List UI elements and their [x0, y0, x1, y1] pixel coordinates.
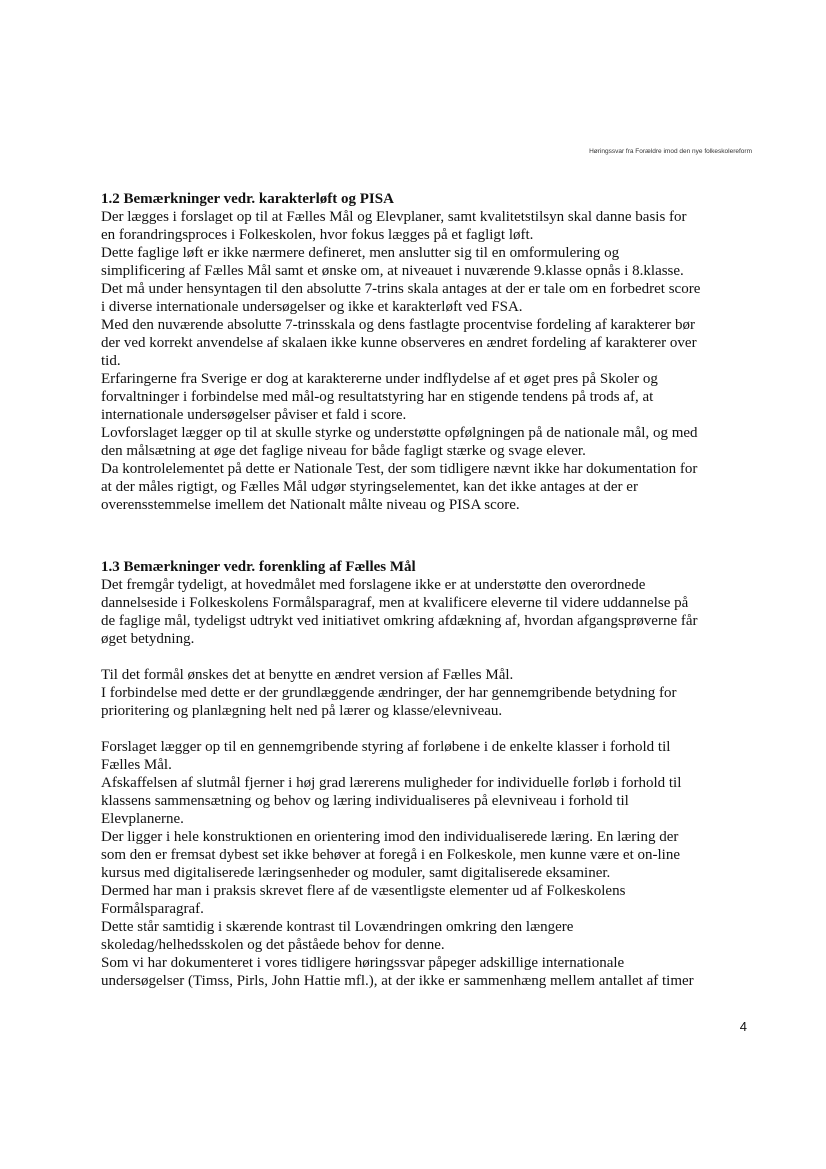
- text-line: Dette står samtidig i skærende kontrast til Lovændringen omkring den længere: [101, 919, 574, 935]
- text-line: Der lægges i forslaget op til at Fælles Mål og Elevplaner, samt kvalitetstilsyn skal danne basis for: [101, 209, 687, 225]
- section-heading: 1.3 Bemærkninger vedr. forenkling af Fælles Mål: [101, 559, 416, 575]
- text-line: i diverse internationale undersøgelser og ikke et karakterløft ved FSA.: [101, 299, 523, 315]
- section-body: [101, 208, 751, 514]
- text-line: dannelseside i Folkeskolens Formålsparagraf, men at kvalificere eleverne til videre uddannelse på: [101, 595, 689, 611]
- text-line: overensstemmelse imellem det Nationalt målte niveau og PISA score.: [101, 497, 520, 513]
- text-line: Det fremgår tydeligt, at hovedmålet med forslagene ikke er at understøtte den overordnede: [101, 577, 646, 593]
- text-line: Da kontrolelementet på dette er Nationale Test, der som tidligere nævnt ikke har dokumentation for: [101, 461, 698, 477]
- text-line: Med den nuværende absolutte 7-trinsskala og dens fastlagte procentvise fordeling af karakterer bør: [101, 317, 695, 333]
- text-line: Lovforslaget lægger op til at skulle styrke og understøtte opfølgningen på de nationale mål, og med: [101, 425, 698, 441]
- text-line: Som vi har dokumenteret i vores tidligere høringssvar påpeger adskillige internationale: [101, 955, 625, 971]
- section-forenkling-faelles-maal: [101, 558, 751, 990]
- text-line: Formålsparagraf.: [101, 901, 204, 917]
- text-line: klassens sammensætning og behov og læring individualiseres på elevniveau i forhold til: [101, 793, 629, 809]
- section-heading: 1.2 Bemærkninger vedr. karakterløft og PISA: [101, 191, 394, 207]
- text-line: simplificering af Fælles Mål samt et ønske om, at niveauet i nuværende 9.klasse opnås i 8.klasse.: [101, 263, 684, 279]
- text-line: kursus med digitaliserede læringsenheder og moduler, samt digitaliserede eksaminer.: [101, 865, 611, 881]
- page-number: 4: [739, 1019, 747, 1034]
- section-karakterloeft-pisa: [101, 190, 751, 514]
- text-line: Forslaget lægger op til en gennemgribende styring af forløbene i de enkelte klasser i forhold til: [101, 739, 671, 755]
- text-line: undersøgelser (Timss, Pirls, John Hattie mfl.), at der ikke er sammenhæng mellem antallet af timer: [101, 973, 694, 989]
- text-line: Afskaffelsen af slutmål fjerner i høj grad lærerens muligheder for individuelle forløb i forhold til: [101, 775, 682, 791]
- text-line: prioritering og planlægning helt ned på lærer og klasse/elevniveau.: [101, 703, 503, 719]
- text-line: Fælles Mål.: [101, 757, 172, 773]
- paragraph-gap: [101, 720, 751, 738]
- text-line: øget betydning.: [101, 631, 195, 647]
- text-line: forvaltninger i forbindelse med mål-og resultatstyring har en stigende tendens på trods af, at: [101, 389, 654, 405]
- text-line: Dette faglige løft er ikke nærmere defineret, men anslutter sig til en omformulering og: [101, 245, 620, 261]
- text-line: som den er fremsat dybest set ikke behøver at foregå i en Folkeskole, men kunne være et on-line: [101, 847, 680, 863]
- text-line: Det må under hensyntagen til den absolutte 7-trins skala antages at der er tale om en forbedret score: [101, 281, 701, 297]
- text-line: en forandringsproces i Folkeskolen, hvor fokus lægges på et fagligt løft.: [101, 227, 534, 243]
- text-line: at der måles rigtigt, og Fælles Mål udgør styringselementet, kan det ikke antages at der er: [101, 479, 638, 495]
- text-line: Erfaringerne fra Sverige er dog at karaktererne under indflydelse af et øget pres på Skoler og: [101, 371, 658, 387]
- text-line: de faglige mål, tydeligst udtrykt ved initiativet omkring afdækning af, hvordan afgangsprøverne får: [101, 613, 698, 629]
- paragraph-gap: [101, 648, 751, 666]
- document-header-note: Høringssvar fra Forældre imod den nye folkeskolereform: [589, 148, 752, 155]
- text-line: I forbindelse med dette er der grundlæggende ændringer, der har gennemgribende betydning for: [101, 685, 677, 701]
- text-line: Elevplanerne.: [101, 811, 184, 827]
- section-body: [101, 576, 751, 990]
- text-line: Til det formål ønskes det at benytte en ændret version af Fælles Mål.: [101, 667, 514, 683]
- text-line: skoledag/helhedsskolen og det påståede behov for denne.: [101, 937, 445, 953]
- text-line: den målsætning at øge det faglige niveau for både fagligt stærke og svage elever.: [101, 443, 586, 459]
- text-line: internationale undersøgelser påviser et fald i score.: [101, 407, 407, 423]
- text-line: Der ligger i hele konstruktionen en orientering imod den individualiserede læring. En læring der: [101, 829, 679, 845]
- text-line: tid.: [101, 353, 121, 369]
- text-line: der ved korrekt anvendelse af skalaen ikke kunne observeres en ændret fordeling af karakterer over: [101, 335, 697, 351]
- text-line: Dermed har man i praksis skrevet flere af de væsentligste elementer ud af Folkeskolens: [101, 883, 626, 899]
